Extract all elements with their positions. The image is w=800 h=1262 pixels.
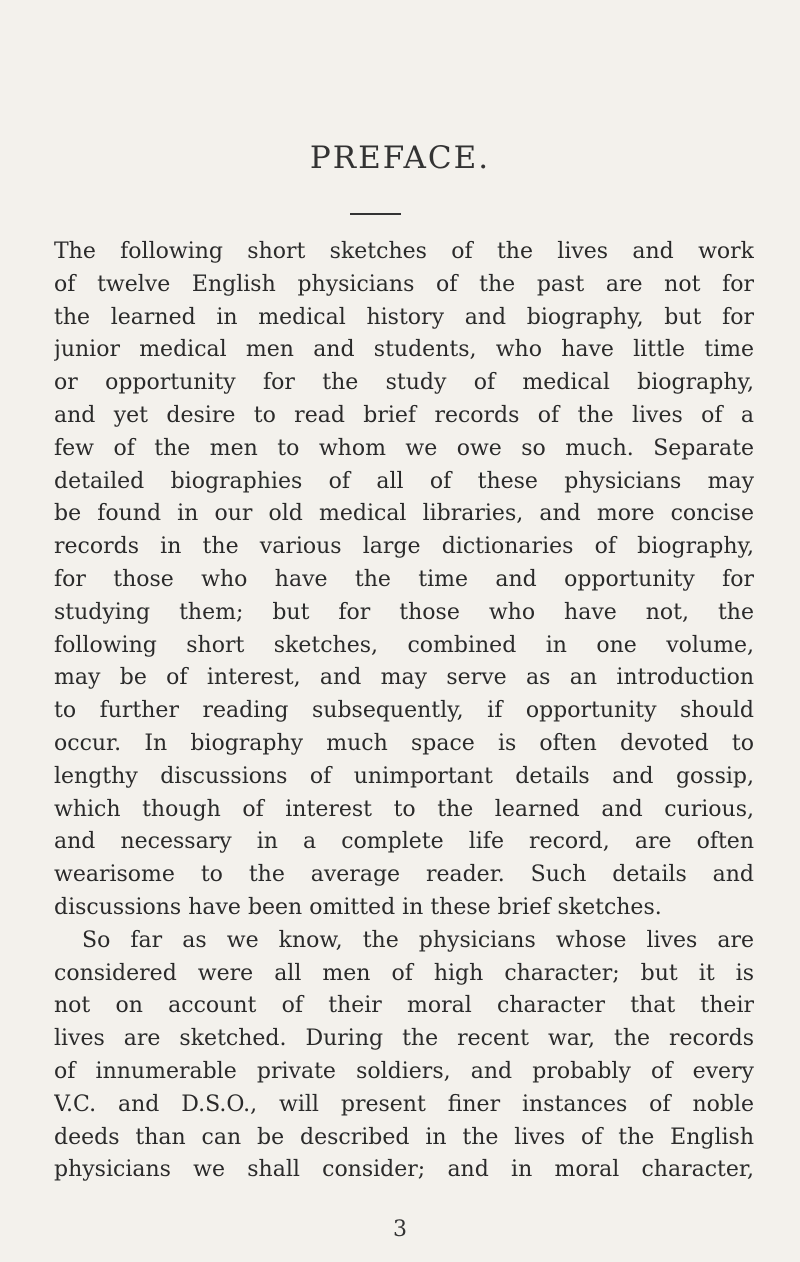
- title-divider: [350, 213, 401, 215]
- page-title: PREFACE.: [309, 140, 491, 176]
- text-line: of innumerable private soldiers, and probably of every: [54, 1058, 754, 1084]
- text-line: or opportunity for the study of medical biography,: [54, 370, 754, 396]
- page-number: 3: [393, 1217, 407, 1242]
- text-line: and necessary in a complete life record, are often: [54, 829, 754, 855]
- paragraph-2: [54, 925, 754, 1187]
- text-line: studying them; but for those who have not, the: [54, 599, 754, 625]
- text-line: the learned in medical history and biography, but for: [54, 304, 754, 330]
- text-line: which though of interest to the learned and curious,: [54, 796, 754, 822]
- text-line: following short sketches, combined in one volume,: [54, 632, 754, 658]
- text-line: of twelve English physicians of the past are not for: [54, 271, 754, 297]
- text-line: detailed biographies of all of these physicians may: [54, 468, 754, 494]
- text-line: few of the men to whom we owe so much. Separate: [54, 435, 754, 461]
- text-line: junior medical men and students, who have little time: [54, 337, 754, 363]
- text-line: wearisome to the average reader. Such details and: [54, 862, 754, 888]
- text-line: lives are sketched. During the recent war, the records: [54, 1026, 754, 1052]
- text-line: So far as we know, the physicians whose lives are: [82, 927, 754, 953]
- text-line: occur. In biography much space is often devoted to: [54, 730, 754, 756]
- text-line: and yet desire to read brief records of the lives of a: [54, 402, 754, 428]
- text-line: lengthy discussions of unimportant details and gossip,: [54, 763, 754, 789]
- text-line: deeds than can be described in the lives of the English: [54, 1124, 754, 1150]
- text-line: The following short sketches of the lives and work: [54, 239, 754, 264]
- text-line: be found in our old medical libraries, and more concise: [54, 501, 754, 527]
- text-line: considered were all men of high character; but it is: [54, 960, 754, 986]
- text-line: records in the various large dictionaries of biography,: [54, 534, 754, 560]
- text-line: for those who have the time and opportunity for: [54, 566, 754, 592]
- text-line: not on account of their moral character that their: [54, 993, 754, 1019]
- paragraph-1: [54, 236, 754, 925]
- text-line: discussions have been omitted in these brief sketches.: [54, 894, 662, 920]
- text-line: physicians we shall consider; and in moral character,: [54, 1157, 754, 1183]
- text-line: may be of interest, and may serve as an introduction: [54, 665, 754, 691]
- text-line: V.C. and D.S.O., will present finer instances of noble: [54, 1091, 754, 1117]
- body-text: [54, 236, 754, 1187]
- text-line: to further reading subsequently, if opportunity should: [54, 698, 754, 724]
